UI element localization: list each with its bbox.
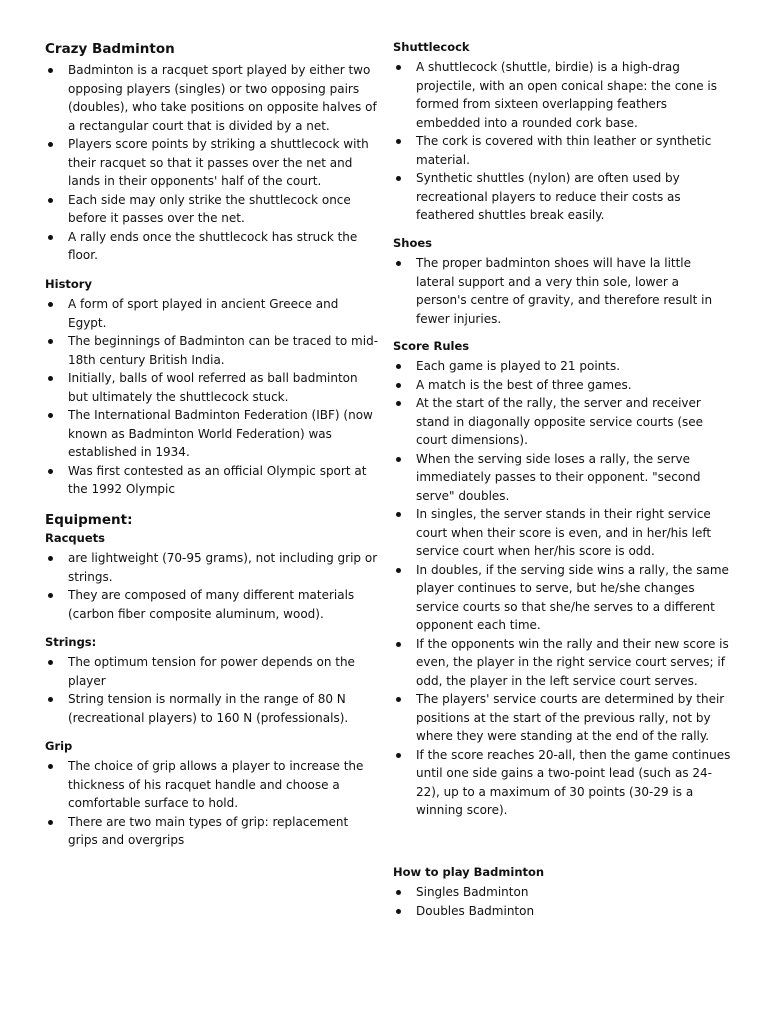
list-item: A rally ends once the shuttlecock has struck the floor. (45, 228, 380, 265)
list-item: A form of sport played in ancient Greece and Egypt. (45, 295, 380, 332)
bullet-list (45, 757, 380, 850)
list-item: Doubles Badminton (393, 902, 733, 921)
list-item: Initially, balls of wool referred as ball badminton but ultimately the shuttlecock stuck. (45, 369, 380, 406)
section-title: Shoes (393, 236, 433, 250)
list-item: In doubles, if the serving side wins a rally, the same player continues to serve, but he/she changes service courts so that she/he serves to a different opponent each time. (393, 561, 733, 635)
section-grip (45, 737, 380, 850)
section-crazy-badminton (45, 40, 380, 265)
section-title: History (45, 277, 92, 291)
list-item: The cork is covered with thin leather or synthetic material. (393, 132, 733, 169)
section-title: Score Rules (393, 339, 470, 353)
section-history (45, 275, 380, 499)
list-item: Each game is played to 21 points. (393, 357, 733, 376)
list-item: Players score points by striking a shuttlecock with their racquet so that it passes over the net and lands in their opponents' half of the court. (45, 135, 380, 191)
section-title: How to play Badminton (393, 865, 545, 879)
section-shuttlecock (393, 38, 733, 225)
list-item: Synthetic shuttles (nylon) are often used by recreational players to reduce their costs as feathered shuttles break easily. (393, 169, 733, 225)
subsection-title-racquets: Racquets (45, 531, 105, 545)
section-title: Grip (45, 739, 73, 753)
bullet-list (393, 58, 733, 225)
list-item: At the start of the rally, the server and receiver stand in diagonally opposite service courts (see court dimensions). (393, 394, 733, 450)
list-item: A shuttlecock (shuttle, birdie) is a high-drag projectile, with an open conical shape: the cone is formed from sixteen overlapping feathers embedded into a rounded cork base. (393, 58, 733, 132)
list-item: If the opponents win the rally and their new score is even, the player in the right service court serves; if odd, the player in the left service court serves. (393, 635, 733, 691)
list-item: There are two main types of grip: replacement grips and overgrips (45, 813, 380, 850)
section-title: Crazy Badminton (45, 41, 175, 57)
section-score-rules (393, 337, 733, 820)
section-title: Equipment: (45, 512, 133, 528)
bullet-list (45, 549, 380, 623)
bullet-list (393, 254, 733, 328)
bullet-list (45, 61, 380, 265)
list-item: They are composed of many different materials (carbon fiber composite aluminum, wood). (45, 586, 380, 623)
list-item: String tension is normally in the range of 80 N (recreational players) to 160 N (professionals). (45, 690, 380, 727)
section-how-to-play (393, 863, 733, 920)
list-item: are lightweight (70-95 grams), not including grip or strings. (45, 549, 380, 586)
list-item: The players' service courts are determined by their positions at the start of the previous rally, not by where they were standing at the end of the rally. (393, 690, 733, 746)
bullet-list (393, 883, 733, 920)
list-item: Each side may only strike the shuttlecock once before it passes over the net. (45, 191, 380, 228)
list-item: Badminton is a racquet sport played by either two opposing players (singles) or two opposing pairs (doubles), who take positions on opposite halves of a rectangular court that is divided by a net. (45, 61, 380, 135)
list-item: Was first contested as an official Olympic sport at the 1992 Olympic (45, 462, 380, 499)
section-title: Shuttlecock (393, 40, 470, 54)
list-item: The beginnings of Badminton can be traced to mid-18th century British India. (45, 332, 380, 369)
list-item: The proper badminton shoes will have la little lateral support and a very thin sole, lower a person's centre of gravity, and therefore result in fewer injuries. (393, 254, 733, 328)
section-equipment (45, 511, 380, 623)
list-item: If the score reaches 20-all, then the game continues until one side gains a two-point lead (such as 24-22), up to a maximum of 30 points (30-29 is a winning score). (393, 746, 733, 820)
section-strings (45, 633, 380, 727)
list-item: The optimum tension for power depends on the player (45, 653, 380, 690)
list-item: A match is the best of three games. (393, 376, 733, 395)
list-item: In singles, the server stands in their right service court when their score is even, and in her/his left service court when her/his score is odd. (393, 505, 733, 561)
list-item: The choice of grip allows a player to increase the thickness of his racquet handle and choose a comfortable surface to hold. (45, 757, 380, 813)
section-shoes (393, 234, 733, 328)
list-item: Singles Badminton (393, 883, 733, 902)
bullet-list (393, 357, 733, 820)
bullet-list (45, 653, 380, 727)
bullet-list (45, 295, 380, 499)
list-item: When the serving side loses a rally, the serve immediately passes to their opponent. "second serve" doubles. (393, 450, 733, 506)
section-title: Strings: (45, 635, 97, 649)
list-item: The International Badminton Federation (IBF) (now known as Badminton World Federation) was established in 1934. (45, 406, 380, 462)
